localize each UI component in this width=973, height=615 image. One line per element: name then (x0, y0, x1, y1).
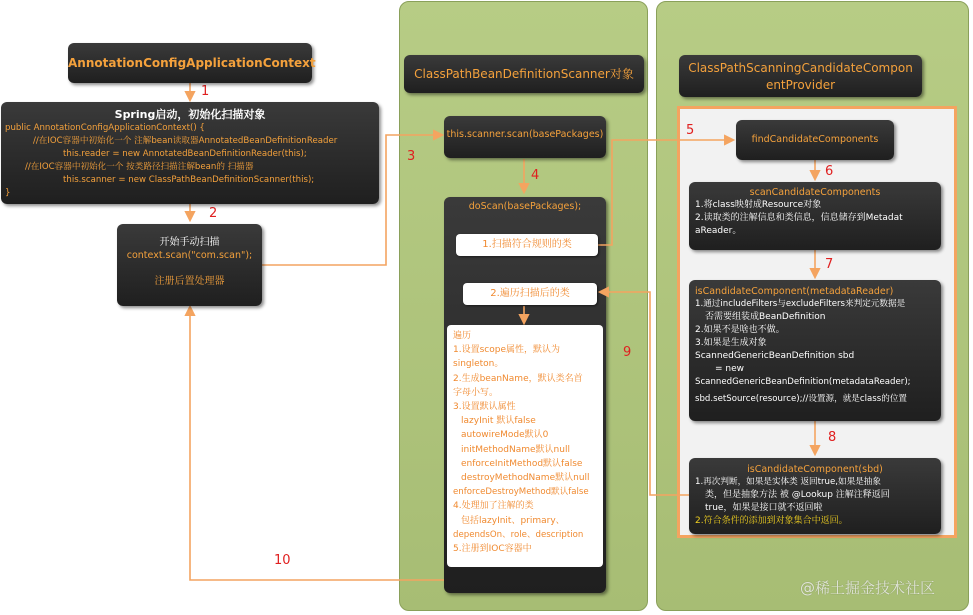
detail-line: 4.处理加了注解的类 (453, 501, 534, 512)
detail-line: 字母小写。 (453, 387, 499, 398)
detail-line: lazyInit 默认false (461, 416, 536, 427)
is-cc2-line: 1.再次判断，如果是实体类 返回true,如果是抽象 (695, 477, 881, 487)
is-cc1-line: 2.如果不是啥也不做。 (695, 325, 785, 335)
is-cc1-line: = new (715, 364, 745, 374)
arrow-label-3: 3 (407, 149, 416, 164)
scanner-scan-call: this.scanner.scan(basePackages) (446, 129, 604, 140)
arrow-label-5: 5 (686, 123, 695, 138)
is-cc2-line: 2.符合条件的添加到对象集合中返回。 (695, 516, 848, 526)
arrow-10 (190, 307, 444, 580)
code-line: //在IOC容器中初始化一个 按类路径扫描注解bean的 扫描器 (25, 162, 254, 172)
detail-line: autowireMode默认0 (461, 430, 549, 441)
manual-scan-line2: context.scan("com.scan"); (126, 250, 253, 261)
iterate-details-box (447, 325, 603, 567)
code-line: //在IOC容器中初始化一个 注解bean读取器AnnotatedBeanDefinitionReader (33, 136, 338, 146)
is-cc1-line: ScannedGenericBeanDefinition sbd (695, 351, 855, 361)
scanner-title: ClassPathBeanDefinitionScanner对象 (414, 67, 634, 81)
scanner-scan-box (444, 116, 606, 158)
spring-init-box (1, 102, 379, 204)
detail-line: 3.设置默认属性 (453, 402, 516, 413)
detail-line: initMethodName默认null (461, 444, 570, 455)
scan-cc-line: 1.将class映射成Resource对象 (695, 200, 822, 210)
detail-line: enforceInitMethod默认false (461, 458, 583, 469)
is-cc2-line: 类，但是抽象方法 被 @Lookup 注解注释返回 (705, 490, 890, 500)
provider-title-line1: ClassPathScanningCandidateCompon (688, 61, 913, 75)
code-line: } (5, 188, 11, 198)
detail-line: destroyMethodName默认null (461, 473, 590, 484)
detail-line: enforceDestroyMethod默认false (453, 487, 589, 498)
find-candidates-label: findCandidateComponents (751, 134, 879, 145)
scan-cc-line: aReader。 (695, 226, 742, 236)
code-line: public AnnotationConfigApplicationContext() { (5, 123, 205, 133)
main-title-box (68, 43, 316, 83)
is-candidate-sbd-box (689, 458, 941, 534)
provider-title-line2: entProvider (765, 78, 836, 92)
detail-line: singleton。 (453, 359, 504, 370)
arrow-9 (600, 292, 690, 495)
is-cc1-line: ScannedGenericBeanDefinition(metadataReader); (695, 377, 911, 387)
is-cc1-title: isCandidateComponent(metadataReader) (695, 286, 894, 297)
main-title: AnnotationConfigApplicationContext (68, 56, 316, 70)
scan-candidate-components-box (689, 182, 941, 250)
arrow-label-7: 7 (825, 257, 834, 272)
code-line: this.reader = new AnnotatedBeanDefinitionReader(this); (63, 149, 307, 159)
arrow-label-8: 8 (828, 430, 837, 445)
spring-init-title: Spring启动，初始化扫描对象 (114, 108, 266, 121)
find-candidates-box (736, 120, 894, 160)
detail-line: 遍历 (453, 331, 472, 341)
detail-line: 1.设置scope属性，默认为 (453, 345, 560, 356)
is-cc1-line: 1.通过includeFilters与excludeFilters来判定元数据是 (695, 299, 906, 309)
arrow-label-10: 10 (274, 553, 291, 568)
is-candidate-metadata-box (689, 280, 941, 421)
scan-cc-title: scanCandidateComponents (749, 187, 881, 198)
arrow-label-9: 9 (623, 345, 632, 360)
is-cc2-title: isCandidateComponent(sbd) (747, 464, 883, 475)
scanner-title-box (404, 55, 644, 93)
watermark: @稀土掘金技术社区 (800, 579, 936, 597)
arrow-label-4: 4 (531, 168, 540, 183)
is-cc1-line: 否需要组装成BeanDefinition (705, 312, 826, 322)
detail-line: 2.生成beanName，默认类名首 (453, 373, 583, 384)
manual-scan-line3: 注册后置处理器 (154, 276, 225, 287)
is-cc2-line: true，如果是接口就不返回啦 (705, 503, 823, 513)
code-line: this.scanner = new ClassPathBeanDefinitionScanner(this); (63, 175, 315, 185)
doscan-title: doScan(basePackages); (468, 201, 582, 212)
arrow-label-6: 6 (825, 164, 834, 179)
step-iterate-scanned: 2.遍历扫描后的类 (463, 283, 597, 305)
detail-line: 5.注册到IOC容器中 (453, 544, 532, 555)
scan-cc-line: 2.读取类的注解信息和类信息，信息储存到Metadat (695, 213, 903, 223)
detail-line: dependsOn、role、description (453, 529, 584, 540)
manual-scan-line1: 开始手动扫描 (159, 237, 220, 248)
provider-title-box (679, 55, 922, 97)
arrow-label-2: 2 (209, 206, 218, 221)
is-cc1-line: 3.如果是生成对象 (695, 338, 767, 348)
step-scan-matching: 1.扫描符合规则的类 (456, 234, 598, 256)
is-cc1-line: sbd.setSource(resource);//设置源，就是class的位置 (695, 394, 908, 404)
detail-line: 包括lazyInit、primary、 (461, 515, 565, 526)
manual-scan-box (117, 224, 262, 306)
arrow-label-1: 1 (201, 84, 210, 99)
